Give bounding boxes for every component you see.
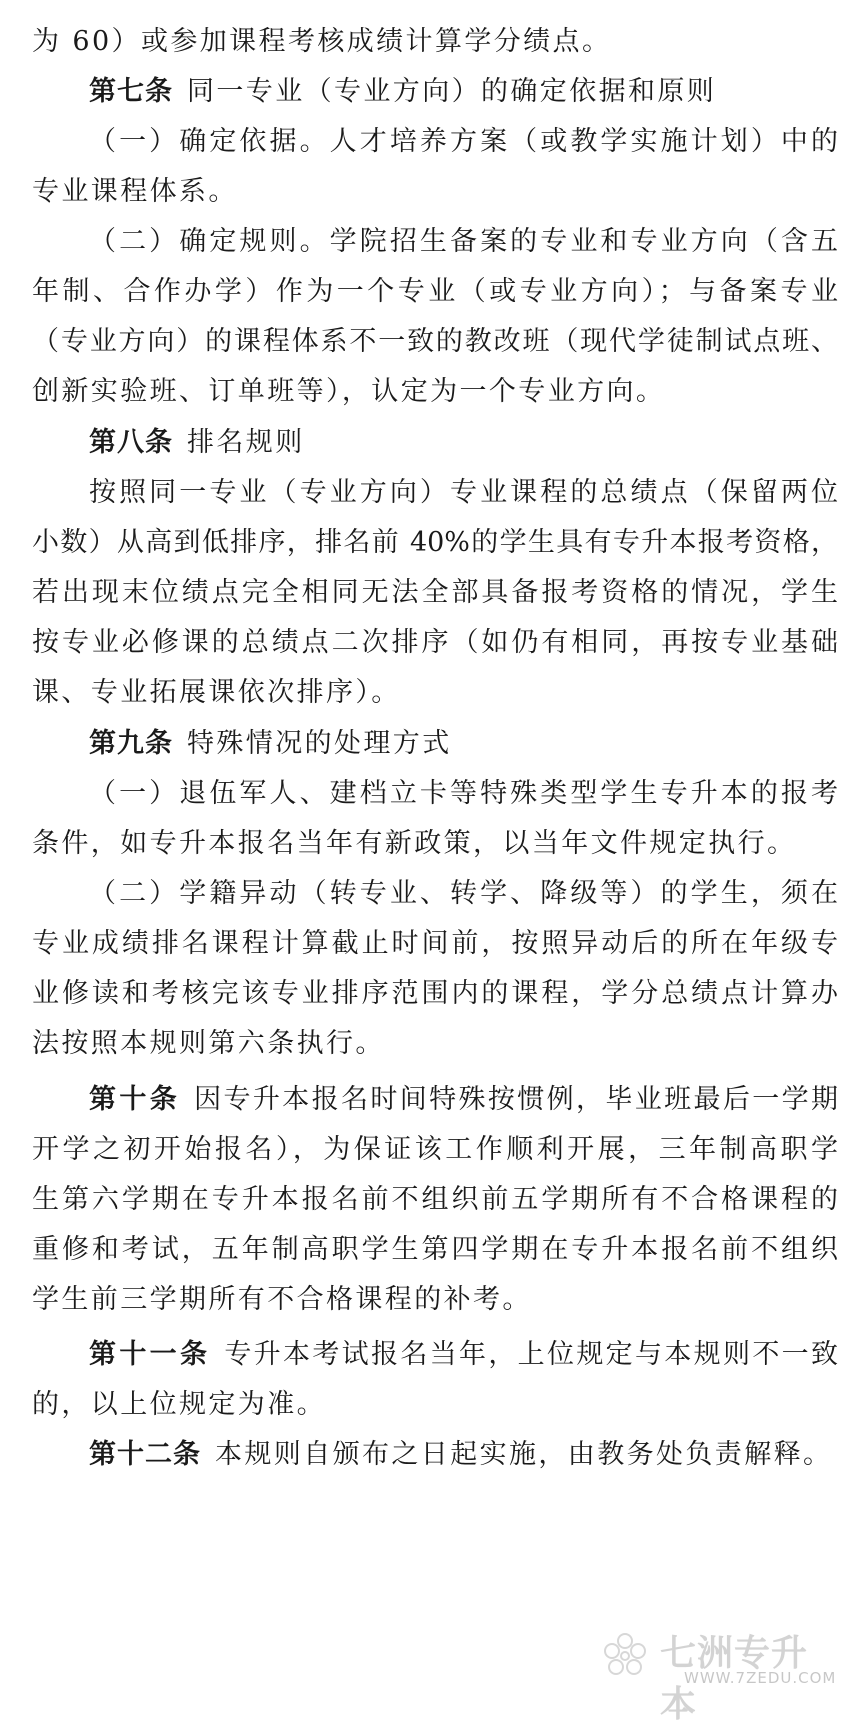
text-line: （二）确定规则。学院招生备案的专业和专业方向（含五 xyxy=(89,226,838,257)
text-line: 法按照本规则第六条执行。 xyxy=(32,1028,385,1059)
text-line: 小数）从高到低排序，排名前 40%的学生具有专升本报考资格， xyxy=(32,527,838,558)
article-10-heading xyxy=(89,1080,838,1120)
article-8-heading xyxy=(89,423,838,463)
text-line: 开学之初开始报名），为保证该工作顺利开展，三年制高职学 xyxy=(32,1134,838,1165)
text-line: （一）退伍军人、建档立卡等特殊类型学生专升本的报考 xyxy=(89,778,838,809)
article-11-heading xyxy=(89,1335,838,1375)
text-line: （二）学籍异动（转专业、转学、降级等）的学生，须在 xyxy=(89,878,838,909)
text-line: 业修读和考核完该专业排序范围内的课程，学分总绩点计算办 xyxy=(32,978,838,1009)
text-line: 的，以上位规定为准。 xyxy=(32,1389,326,1420)
article-title: 排名规则 xyxy=(187,427,305,458)
text-line: 为 60）或参加课程考核成绩计算学分绩点。 xyxy=(32,26,612,57)
text-line: 专业成绩排名课程计算截止时间前，按照异动后的所在年级专 xyxy=(32,928,838,959)
text-line: 年制、合作办学）作为一个专业（或专业方向）；与备案专业 xyxy=(32,276,838,307)
article-number: 第七条 xyxy=(89,76,173,107)
article-12-heading xyxy=(89,1435,838,1475)
watermark-url: WWW.7ZEDU.COM xyxy=(684,1669,837,1687)
text-line: 创新实验班、订单班等），认定为一个专业方向。 xyxy=(32,376,666,407)
flower-logo-icon xyxy=(594,1629,656,1685)
article-title: 同一专业（专业方向）的确定依据和原则 xyxy=(187,76,717,107)
text-line: 若出现末位绩点完全相同无法全部具备报考资格的情况，学生 xyxy=(32,577,838,608)
text-line: （专业方向）的课程体系不一致的教改班（现代学徒制试点班、 xyxy=(32,326,838,357)
article-number: 第十条 xyxy=(89,1084,181,1115)
text-line: 课、专业拓展课依次排序）。 xyxy=(32,677,401,708)
text-line: 生第六学期在专升本报名前不组织前五学期所有不合格课程的 xyxy=(32,1184,838,1215)
article-number: 第八条 xyxy=(89,427,173,458)
article-text: 本规则自颁布之日起实施，由教务处负责解释。 xyxy=(215,1439,833,1470)
article-text: 专升本考试报名当年，上位规定与本规则不一致 xyxy=(224,1339,839,1370)
article-9-heading xyxy=(89,724,838,764)
text-line: 按照同一专业（专业方向）专业课程的总绩点（保留两位 xyxy=(89,477,838,508)
article-text: 因专升本报名时间特殊按惯例，毕业班最后一学期 xyxy=(194,1084,838,1115)
watermark xyxy=(594,1623,837,1725)
article-number: 第九条 xyxy=(89,728,173,759)
text-line: 按专业必修课的总绩点二次排序（如仍有相同，再按专业基础 xyxy=(32,627,838,658)
text-line: 学生前三学期所有不合格课程的补考。 xyxy=(32,1284,532,1315)
article-title: 特殊情况的处理方式 xyxy=(187,728,452,759)
text-line: 重修和考试，五年制高职学生第四学期在专升本报名前不组织 xyxy=(32,1234,838,1265)
article-number: 第十一条 xyxy=(89,1339,211,1370)
text-line: 条件，如专升本报名当年有新政策，以当年文件规定执行。 xyxy=(32,828,797,859)
article-7-heading xyxy=(89,72,838,112)
article-number: 第十二条 xyxy=(89,1439,201,1470)
text-line: 专业课程体系。 xyxy=(32,176,238,207)
watermark-title: 七洲专升本 xyxy=(660,1633,809,1725)
text-line: （一）确定依据。人才培养方案（或教学实施计划）中的 xyxy=(89,126,838,157)
